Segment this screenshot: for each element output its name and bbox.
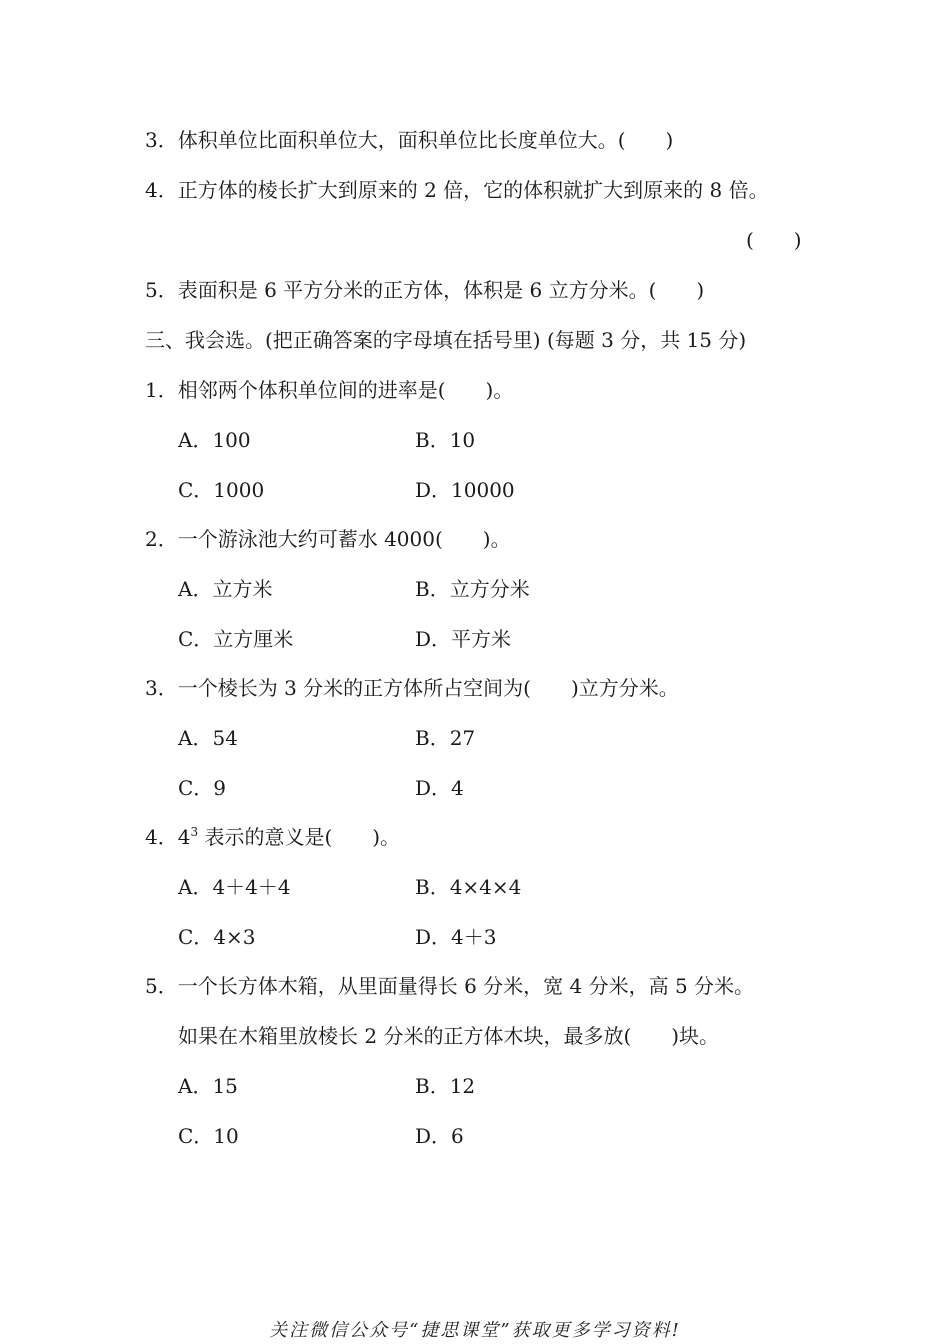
choice-q4-option-b: B．4×4×4 (415, 875, 522, 899)
section-3-heading: 三、我会选。(把正确答案的字母填在括号里) (每题 3 分，共 15 分) (145, 328, 747, 352)
choice-q5-option-c: C．10 (178, 1124, 239, 1148)
choice-q5-option-d: D．6 (415, 1124, 464, 1148)
footer-promo-text: 关注微信公众号“捷思课堂”获取更多学习资料! (269, 1320, 681, 1341)
choice-q4-stem-prefix: 4．4 (145, 825, 191, 849)
choice-q4-option-a: A．4＋4＋4 (178, 875, 291, 899)
judge-q4-line1: 4．正方体的棱长扩大到原来的 2 倍，它的体积就扩大到原来的 8 倍。 (145, 178, 769, 202)
judge-q4-answer-bracket: ( ) (746, 228, 802, 252)
choice-q5-option-b: B．12 (415, 1074, 476, 1098)
choice-q4-exponent: 3 (190, 825, 199, 839)
choice-q2-option-c: C．立方厘米 (178, 627, 294, 651)
choice-q3-option-d: D．4 (415, 776, 464, 800)
choice-q3-stem: 3．一个棱长为 3 分米的正方体所占空间为( )立方分米。 (145, 676, 679, 700)
choice-q3-option-a: A．54 (178, 726, 238, 750)
choice-q5-option-a: A．15 (178, 1074, 238, 1098)
choice-q4-stem (145, 823, 400, 851)
choice-q2-option-b: B．立方分米 (415, 577, 530, 601)
choice-q1-stem: 1．相邻两个体积单位间的进率是( )。 (145, 378, 514, 402)
choice-q2-option-d: D．平方米 (415, 627, 512, 651)
choice-q2-stem: 2．一个游泳池大约可蓄水 4000( )。 (145, 527, 511, 551)
choice-q1-option-c: C．1000 (178, 478, 265, 502)
choice-q4-option-c: C．4×3 (178, 925, 256, 949)
choice-q1-option-b: B．10 (415, 428, 476, 452)
choice-q1-option-a: A．100 (178, 428, 251, 452)
judge-q5: 5．表面积是 6 平方分米的正方体，体积是 6 立方分米。( ) (145, 278, 705, 302)
judge-q3: 3．体积单位比面积单位大，面积单位比长度单位大。( ) (145, 128, 674, 152)
choice-q3-option-b: B．27 (415, 726, 476, 750)
choice-q4-option-d: D．4＋3 (415, 925, 497, 949)
choice-q1-option-d: D．10000 (415, 478, 515, 502)
choice-q5-stem-line2: 如果在木箱里放棱长 2 分米的正方体木块，最多放( )块。 (178, 1024, 720, 1048)
choice-q2-option-a: A．立方米 (178, 577, 273, 601)
choice-q4-stem-suffix: 表示的意义是( )。 (198, 825, 401, 849)
choice-q3-option-c: C．9 (178, 776, 227, 800)
choice-q5-stem-line1: 5．一个长方体木箱，从里面量得长 6 分米，宽 4 分米，高 5 分米。 (145, 974, 755, 998)
